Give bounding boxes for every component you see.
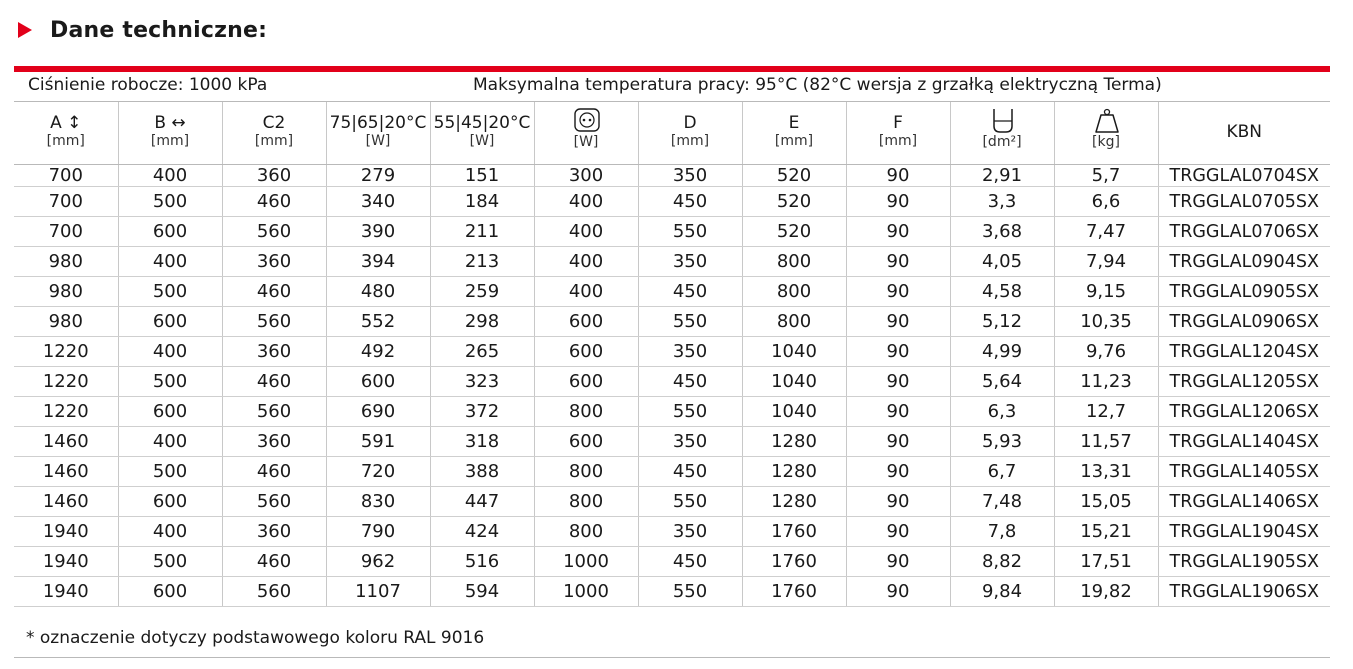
table-row xyxy=(14,487,1330,517)
cell-e: 520 xyxy=(742,217,846,247)
cell-e: 1760 xyxy=(742,517,846,547)
cell-b: 600 xyxy=(118,487,222,517)
cell-output-55: 447 xyxy=(430,487,534,517)
col-unit: [mm] xyxy=(254,133,294,149)
spec-table xyxy=(14,102,1330,607)
cell-kbn: TRGGLAL1204SX xyxy=(1158,337,1330,367)
cell-output-55: 265 xyxy=(430,337,534,367)
col-header-b xyxy=(118,102,222,165)
cell-output-75: 394 xyxy=(326,247,430,277)
cell-d: 550 xyxy=(638,397,742,427)
cell-e: 1280 xyxy=(742,487,846,517)
col-unit: [dm²] xyxy=(982,134,1022,150)
cell-output-55: 594 xyxy=(430,577,534,607)
col-unit: [W] xyxy=(573,134,599,150)
cell-capacity: 6,3 xyxy=(950,397,1054,427)
cell-output-75: 720 xyxy=(326,457,430,487)
cell-b: 600 xyxy=(118,217,222,247)
cell-output-75: 690 xyxy=(326,397,430,427)
cell-e: 1760 xyxy=(742,547,846,577)
table-body xyxy=(14,165,1330,607)
cell-kbn: TRGGLAL1906SX xyxy=(1158,577,1330,607)
col-label: E xyxy=(788,113,800,133)
cell-a: 1940 xyxy=(14,517,118,547)
cell-output-55: 424 xyxy=(430,517,534,547)
col-label: C2 xyxy=(262,113,286,133)
cell-weight: 7,47 xyxy=(1054,217,1158,247)
cell-e: 1040 xyxy=(742,367,846,397)
cell-a: 980 xyxy=(14,307,118,337)
cell-heater: 600 xyxy=(534,337,638,367)
cell-weight: 5,7 xyxy=(1054,165,1158,187)
cell-weight: 13,31 xyxy=(1054,457,1158,487)
cell-output-55: 516 xyxy=(430,547,534,577)
cell-e: 800 xyxy=(742,307,846,337)
col-unit: [mm] xyxy=(670,133,710,149)
footnote: * oznaczenie dotyczy podstawowego koloru RAL 9016 xyxy=(26,628,485,648)
cell-output-75: 790 xyxy=(326,517,430,547)
cell-heater: 400 xyxy=(534,247,638,277)
cell-c2: 460 xyxy=(222,547,326,577)
cell-b: 400 xyxy=(118,517,222,547)
socket-icon xyxy=(535,108,639,134)
cell-d: 450 xyxy=(638,367,742,397)
cell-kbn: TRGGLAL1904SX xyxy=(1158,517,1330,547)
cell-f: 90 xyxy=(846,277,950,307)
cell-b: 500 xyxy=(118,457,222,487)
col-unit: [mm] xyxy=(150,133,190,149)
cell-heater: 1000 xyxy=(534,547,638,577)
cell-heater: 600 xyxy=(534,427,638,457)
cell-e: 1280 xyxy=(742,427,846,457)
cell-f: 90 xyxy=(846,457,950,487)
section-heading xyxy=(18,14,267,46)
table-row xyxy=(14,247,1330,277)
table-row xyxy=(14,165,1330,187)
cell-b: 400 xyxy=(118,427,222,457)
cell-b: 400 xyxy=(118,247,222,277)
col-unit: [W] xyxy=(469,133,495,149)
cell-output-55: 184 xyxy=(430,187,534,217)
cell-weight: 11,57 xyxy=(1054,427,1158,457)
cell-heater: 400 xyxy=(534,217,638,247)
cell-heater: 800 xyxy=(534,457,638,487)
cell-c2: 560 xyxy=(222,217,326,247)
cell-kbn: TRGGLAL1206SX xyxy=(1158,397,1330,427)
table-row xyxy=(14,367,1330,397)
cell-e: 1760 xyxy=(742,577,846,607)
col-label: 55|45|20°C xyxy=(433,113,531,133)
cell-capacity: 2,91 xyxy=(950,165,1054,187)
cell-output-75: 830 xyxy=(326,487,430,517)
cell-capacity: 7,48 xyxy=(950,487,1054,517)
col-header-kbn xyxy=(1158,102,1330,165)
cell-capacity: 6,7 xyxy=(950,457,1054,487)
cell-c2: 460 xyxy=(222,187,326,217)
table-row xyxy=(14,577,1330,607)
col-unit: [kg] xyxy=(1092,134,1120,150)
footer-rule xyxy=(14,657,1330,658)
cell-d: 550 xyxy=(638,217,742,247)
cell-weight: 12,7 xyxy=(1054,397,1158,427)
cell-d: 450 xyxy=(638,457,742,487)
cell-f: 90 xyxy=(846,547,950,577)
cell-e: 800 xyxy=(742,247,846,277)
cell-a: 1220 xyxy=(14,397,118,427)
cell-output-55: 151 xyxy=(430,165,534,187)
cell-e: 800 xyxy=(742,277,846,307)
cell-kbn: TRGGLAL1205SX xyxy=(1158,367,1330,397)
cell-a: 700 xyxy=(14,217,118,247)
cell-c2: 360 xyxy=(222,165,326,187)
cell-capacity: 5,93 xyxy=(950,427,1054,457)
cell-weight: 6,6 xyxy=(1054,187,1158,217)
cell-kbn: TRGGLAL0904SX xyxy=(1158,247,1330,277)
cell-kbn: TRGGLAL1405SX xyxy=(1158,457,1330,487)
table-row xyxy=(14,307,1330,337)
max-temperature: Maksymalna temperatura pracy: 95°C (82°C wersja z grzałką elektryczną Terma) xyxy=(473,75,1162,95)
col-unit: [mm] xyxy=(774,133,814,149)
cell-capacity: 9,84 xyxy=(950,577,1054,607)
cell-f: 90 xyxy=(846,337,950,367)
col-header-c2 xyxy=(222,102,326,165)
cell-c2: 560 xyxy=(222,577,326,607)
col-label: D xyxy=(683,113,697,133)
cell-d: 350 xyxy=(638,427,742,457)
cell-weight: 9,76 xyxy=(1054,337,1158,367)
cell-heater: 400 xyxy=(534,277,638,307)
cell-kbn: TRGGLAL1404SX xyxy=(1158,427,1330,457)
cell-output-75: 340 xyxy=(326,187,430,217)
col-unit: [mm] xyxy=(46,133,85,149)
cell-heater: 400 xyxy=(534,187,638,217)
cell-f: 90 xyxy=(846,217,950,247)
cell-output-75: 279 xyxy=(326,165,430,187)
cell-b: 600 xyxy=(118,577,222,607)
cell-f: 90 xyxy=(846,577,950,607)
weight-icon xyxy=(1055,108,1159,134)
table-row xyxy=(14,457,1330,487)
col-header-output-75 xyxy=(326,102,430,165)
cell-d: 350 xyxy=(638,517,742,547)
col-label: 75|65|20°C xyxy=(329,113,427,133)
table-row xyxy=(14,337,1330,367)
cell-output-75: 390 xyxy=(326,217,430,247)
cell-c2: 360 xyxy=(222,427,326,457)
cell-output-75: 962 xyxy=(326,547,430,577)
cell-weight: 9,15 xyxy=(1054,277,1158,307)
cell-a: 700 xyxy=(14,165,118,187)
cell-a: 1460 xyxy=(14,487,118,517)
cell-output-55: 259 xyxy=(430,277,534,307)
col-header-a xyxy=(14,102,118,165)
cell-capacity: 5,64 xyxy=(950,367,1054,397)
cell-heater: 600 xyxy=(534,307,638,337)
cell-e: 1280 xyxy=(742,457,846,487)
col-header-heater xyxy=(534,102,638,165)
cell-f: 90 xyxy=(846,247,950,277)
cell-capacity: 4,58 xyxy=(950,277,1054,307)
cell-c2: 460 xyxy=(222,367,326,397)
col-label: KBN xyxy=(1226,122,1263,142)
cell-capacity: 3,68 xyxy=(950,217,1054,247)
cell-f: 90 xyxy=(846,307,950,337)
cell-f: 90 xyxy=(846,427,950,457)
col-unit: [W] xyxy=(365,133,391,149)
cell-c2: 560 xyxy=(222,487,326,517)
cell-b: 500 xyxy=(118,187,222,217)
cell-kbn: TRGGLAL1905SX xyxy=(1158,547,1330,577)
cell-d: 450 xyxy=(638,277,742,307)
cell-f: 90 xyxy=(846,367,950,397)
header-row xyxy=(14,102,1330,165)
cell-output-55: 323 xyxy=(430,367,534,397)
cell-c2: 360 xyxy=(222,517,326,547)
cell-weight: 10,35 xyxy=(1054,307,1158,337)
cell-b: 500 xyxy=(118,547,222,577)
working-pressure: Ciśnienie robocze: 1000 kPa xyxy=(28,75,268,95)
cell-b: 400 xyxy=(118,337,222,367)
cell-capacity: 5,12 xyxy=(950,307,1054,337)
cell-kbn: TRGGLAL0706SX xyxy=(1158,217,1330,247)
cell-a: 700 xyxy=(14,187,118,217)
cell-d: 350 xyxy=(638,337,742,367)
cell-b: 400 xyxy=(118,165,222,187)
cell-output-75: 600 xyxy=(326,367,430,397)
cell-heater: 800 xyxy=(534,397,638,427)
cell-a: 1220 xyxy=(14,337,118,367)
cell-capacity: 4,99 xyxy=(950,337,1054,367)
cell-e: 520 xyxy=(742,165,846,187)
table-row xyxy=(14,217,1330,247)
cell-d: 350 xyxy=(638,247,742,277)
cell-capacity: 7,8 xyxy=(950,517,1054,547)
cell-b: 500 xyxy=(118,367,222,397)
cell-output-55: 388 xyxy=(430,457,534,487)
col-header-f xyxy=(846,102,950,165)
cell-d: 350 xyxy=(638,165,742,187)
cell-output-55: 213 xyxy=(430,247,534,277)
cell-f: 90 xyxy=(846,165,950,187)
cell-output-75: 591 xyxy=(326,427,430,457)
cell-b: 500 xyxy=(118,277,222,307)
table-row xyxy=(14,517,1330,547)
cell-heater: 800 xyxy=(534,487,638,517)
cell-e: 520 xyxy=(742,187,846,217)
cell-output-75: 1107 xyxy=(326,577,430,607)
cell-output-55: 372 xyxy=(430,397,534,427)
cell-c2: 460 xyxy=(222,457,326,487)
cell-c2: 360 xyxy=(222,247,326,277)
col-header-d xyxy=(638,102,742,165)
cell-heater: 800 xyxy=(534,517,638,547)
cell-f: 90 xyxy=(846,397,950,427)
cell-a: 1220 xyxy=(14,367,118,397)
col-header-weight xyxy=(1054,102,1158,165)
col-header-e xyxy=(742,102,846,165)
section-title: Dane techniczne: xyxy=(50,17,268,43)
cell-heater: 300 xyxy=(534,165,638,187)
table-row xyxy=(14,547,1330,577)
cell-output-75: 480 xyxy=(326,277,430,307)
info-bar xyxy=(14,72,1330,102)
cell-kbn: TRGGLAL0704SX xyxy=(1158,165,1330,187)
cell-kbn: TRGGLAL0906SX xyxy=(1158,307,1330,337)
cell-kbn: TRGGLAL1406SX xyxy=(1158,487,1330,517)
cell-output-75: 552 xyxy=(326,307,430,337)
cell-heater: 1000 xyxy=(534,577,638,607)
cell-weight: 7,94 xyxy=(1054,247,1158,277)
cell-c2: 560 xyxy=(222,397,326,427)
cell-kbn: TRGGLAL0905SX xyxy=(1158,277,1330,307)
cell-e: 1040 xyxy=(742,337,846,367)
cell-heater: 600 xyxy=(534,367,638,397)
col-label: B ↔ xyxy=(154,113,186,133)
cell-d: 550 xyxy=(638,577,742,607)
cell-a: 1460 xyxy=(14,427,118,457)
col-label: F xyxy=(893,113,903,133)
cell-weight: 15,05 xyxy=(1054,487,1158,517)
cell-weight: 15,21 xyxy=(1054,517,1158,547)
cell-capacity: 3,3 xyxy=(950,187,1054,217)
cell-a: 1940 xyxy=(14,577,118,607)
cell-kbn: TRGGLAL0705SX xyxy=(1158,187,1330,217)
arrow-bullet-icon xyxy=(18,22,32,38)
cell-weight: 19,82 xyxy=(1054,577,1158,607)
cell-f: 90 xyxy=(846,517,950,547)
cell-c2: 460 xyxy=(222,277,326,307)
col-unit: [mm] xyxy=(878,133,918,149)
cell-b: 600 xyxy=(118,307,222,337)
table-row xyxy=(14,277,1330,307)
col-header-output-55 xyxy=(430,102,534,165)
cell-c2: 560 xyxy=(222,307,326,337)
cell-a: 980 xyxy=(14,277,118,307)
col-header-capacity xyxy=(950,102,1054,165)
cell-a: 1460 xyxy=(14,457,118,487)
cell-d: 550 xyxy=(638,487,742,517)
cell-a: 980 xyxy=(14,247,118,277)
col-label: A ↕ xyxy=(50,113,82,133)
cell-a: 1940 xyxy=(14,547,118,577)
cell-output-55: 298 xyxy=(430,307,534,337)
cell-capacity: 8,82 xyxy=(950,547,1054,577)
table-row xyxy=(14,187,1330,217)
cell-output-75: 492 xyxy=(326,337,430,367)
cell-capacity: 4,05 xyxy=(950,247,1054,277)
cell-f: 90 xyxy=(846,487,950,517)
cell-d: 450 xyxy=(638,547,742,577)
water-capacity-icon xyxy=(951,108,1055,134)
cell-f: 90 xyxy=(846,187,950,217)
cell-output-55: 211 xyxy=(430,217,534,247)
cell-d: 550 xyxy=(638,307,742,337)
table-row xyxy=(14,397,1330,427)
table-row xyxy=(14,427,1330,457)
cell-b: 600 xyxy=(118,397,222,427)
cell-d: 450 xyxy=(638,187,742,217)
cell-e: 1040 xyxy=(742,397,846,427)
cell-output-55: 318 xyxy=(430,427,534,457)
cell-c2: 360 xyxy=(222,337,326,367)
cell-weight: 11,23 xyxy=(1054,367,1158,397)
cell-weight: 17,51 xyxy=(1054,547,1158,577)
